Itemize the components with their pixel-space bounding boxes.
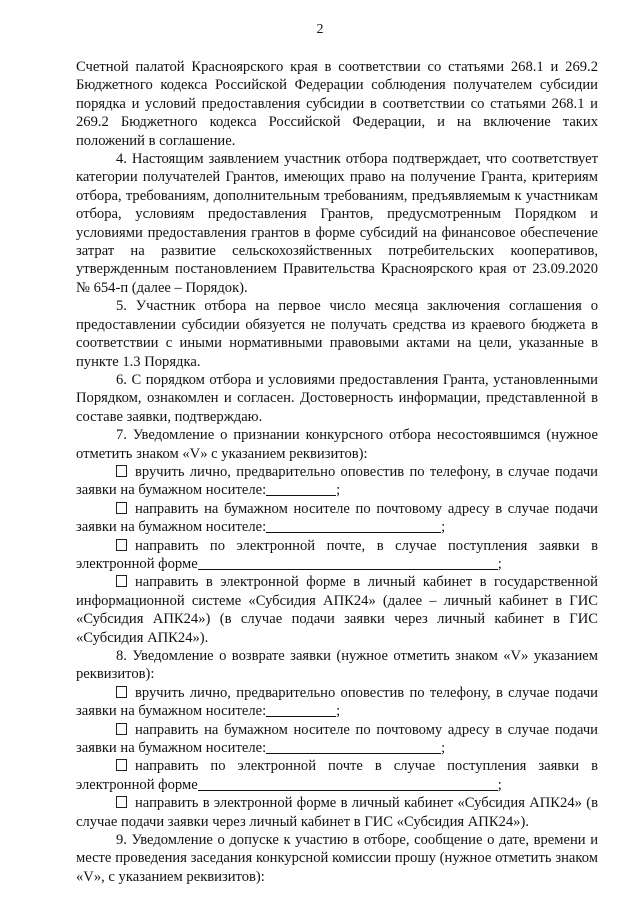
paragraph-6: 6. С порядком отбора и условиями предоставления Гранта, установленными Порядком, ознакомлен и согласен. Достоверность информации, представленной в составе заявки, подтверждаю. (76, 371, 598, 425)
p7-option-4: направить в электронной форме в личный кабинет в государственной информационной системе «Субсидия АПК24» (далее – личный кабинет в ГИС «Субсидия АПК24») (в случае подачи заявки через личный кабинет в ГИС «Субсидия АПК24»). (76, 574, 598, 646)
p8-option-4: направить в электронной форме в личный кабинет «Субсидия АПК24» (в случае подачи заявки через личный кабинет в ГИС «Субсидия АПК24»). (76, 795, 598, 830)
paragraph-7: 7. Уведомление о признании конкурсного отбора несостоявшимся (нужное отметить знаком «V» с указанием реквизитов): (76, 427, 598, 462)
p7-option-3: направить по электронной почте, в случае поступления заявки в электронной форме ; (76, 537, 598, 572)
paragraph-4: 4. Настоящим заявлением участник отбора подтверждает, что соответствует категории получателей Грантов, имеющих право на получение Гранта, критериям отбора, требованиям, дополнительным требованиям, предъявляемым к участникам отбора, условиям предоставления Грантов, предусмотренным Порядком и условиями предоставления грантов в форме субсидий на финансовое обеспечение затрат на развитие сельскохозяйственных потребительских кооперативов, утвержденным постановлением Правительства Красноярского края от 23.09.2020 № 654-п (далее – Порядок). (76, 151, 598, 296)
p8-option-1: вручить лично, предварительно оповестив по телефону, в случае подачи заявки на бумажном носителе: ; (76, 684, 598, 720)
fill-line[interactable] (266, 703, 336, 717)
fill-line[interactable] (266, 740, 441, 754)
paragraph-5: 5. Участник отбора на первое число месяца заключения соглашения о предоставлении субсидии обязуется не получать средства из краевого бюджета в соответствии с иными нормативными правовыми актами на цели, указанные в пункте 1.3 Порядка. (76, 298, 598, 370)
fill-line[interactable] (198, 556, 498, 570)
checkbox-icon[interactable] (116, 723, 127, 735)
p8-option-3: направить по электронной почте в случае поступления заявки в электронной форме ; (76, 758, 598, 793)
p7-option-2: направить на бумажном носителе по почтовому адресу в случае подачи заявки на бумажном носителе: ; (76, 500, 598, 536)
paragraph-8: 8. Уведомление о возврате заявки (нужное отметить знаком «V» указанием реквизитов): (76, 648, 598, 683)
checkbox-icon[interactable] (116, 575, 127, 587)
checkbox-icon[interactable] (116, 539, 127, 551)
paragraph-9: 9. Уведомление о допуске к участию в отборе, сообщение о дате, времени и месте проведения заседания конкурсной комиссии прошу (нужное отметить знаком «V», с указанием реквизитов): (76, 832, 598, 885)
checkbox-icon[interactable] (116, 796, 127, 808)
checkbox-icon[interactable] (116, 465, 127, 477)
page-number: 2 (316, 22, 324, 37)
checkbox-icon[interactable] (116, 686, 127, 698)
checkbox-icon[interactable] (116, 502, 127, 514)
fill-line[interactable] (266, 482, 336, 496)
p8-option-2: направить на бумажном носителе по почтовому адресу в случае подачи заявки на бумажном носителе: ; (76, 721, 598, 757)
document-body (76, 58, 598, 886)
paragraph-intro: Счетной палатой Красноярского края в соответствии со статьями 268.1 и 269.2 Бюджетного кодекса Российской Федерации соблюдения получателем субсидии порядка и условий предоставления субсидии в соответствии со статьями 268.1 и 269.2 Бюджетного кодекса Российской Федерации, и на включение таких положений в соглашение. (76, 59, 598, 149)
checkbox-icon[interactable] (116, 759, 127, 771)
fill-line[interactable] (266, 519, 441, 533)
fill-line[interactable] (198, 777, 498, 791)
p7-option-1: вручить лично, предварительно оповестив по телефону, в случае подачи заявки на бумажном носителе: ; (76, 463, 598, 499)
